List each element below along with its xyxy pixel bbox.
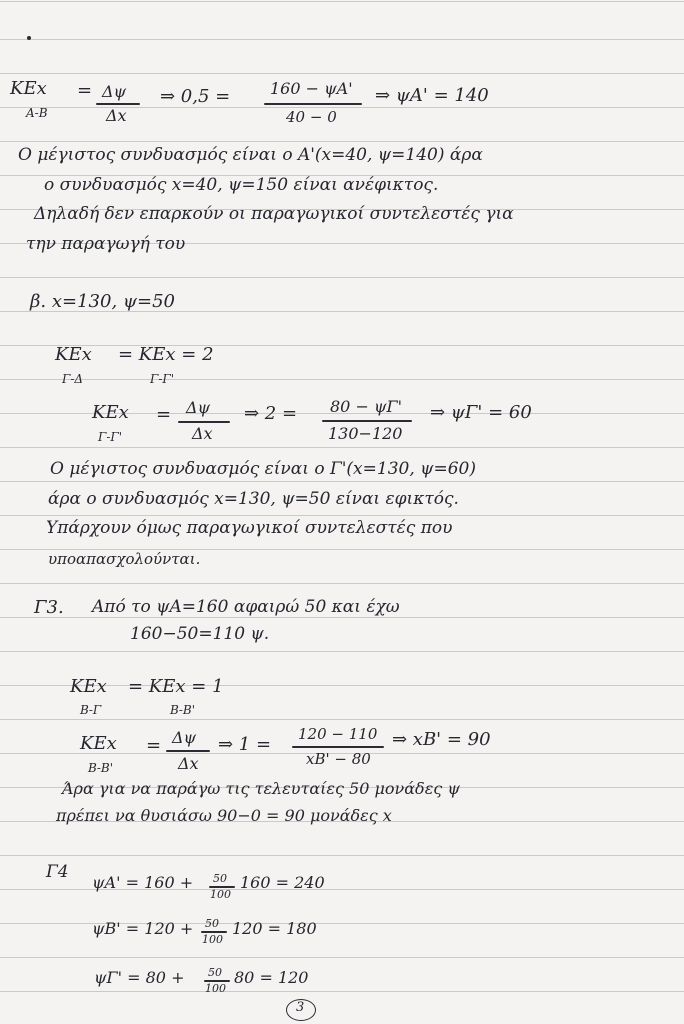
ke-label: ΚΕx [80, 733, 117, 754]
ke-subscript: Β-Β' [170, 703, 195, 717]
result-x-b: ⇒ xΒ' = 90 [392, 729, 491, 750]
fraction-numerator: Δψ [186, 398, 211, 417]
text-line: Ο μέγιστος συνδυασμός είναι ο Α'(x=40, ψ=140) άρα [18, 145, 483, 165]
formula-left: ψΒ' = 120 + [92, 919, 194, 938]
fraction2-bar [264, 103, 362, 105]
ke-subscript: Γ-Γ' [98, 430, 123, 444]
fraction-numerator: 50 [208, 966, 222, 979]
formula-left: ψΑ' = 160 + [92, 873, 194, 892]
text-line: Από το ψΑ=160 αφαιρώ 50 και έχω [92, 597, 400, 617]
ke-label: ΚΕx [55, 344, 92, 365]
fraction-denominator: 100 [210, 888, 231, 901]
formula-left: ψΓ' = 80 + [94, 968, 185, 987]
text-line: υποαπασχολούνται. [48, 550, 201, 568]
equals-sign: = [77, 80, 93, 101]
page-number: 3 [296, 1000, 305, 1015]
fraction2-numerator: 80 − ψΓ' [330, 397, 402, 416]
fraction-numerator: 50 [205, 917, 219, 930]
text-line: ο συνδυασμός x=40, ψ=150 είναι ανέφικτος. [44, 175, 439, 195]
equals-sign: = [156, 404, 172, 425]
formula-right: 120 = 180 [232, 919, 317, 938]
fraction-denominator: Δx [106, 106, 127, 125]
ke-subscript: Α-Β [26, 106, 48, 120]
fraction-denominator: 100 [202, 933, 223, 946]
fraction-numerator: Δψ [172, 728, 197, 747]
fraction-denominator: 100 [205, 982, 226, 995]
fraction2-denominator: xΒ' − 80 [306, 750, 371, 768]
section-g3-label: Γ3. [34, 597, 64, 618]
ke-equality: = ΚΕx = 2 [118, 344, 214, 365]
ke-label: ΚΕx [10, 78, 47, 99]
fraction2-denominator: 40 − 0 [286, 108, 337, 126]
formula-right: 160 = 240 [240, 873, 325, 892]
text-line: πρέπει να θυσιάσω 90−0 = 90 μονάδες x [56, 806, 392, 825]
ke-subscript: Γ-Γ' [150, 372, 175, 386]
ke-subscript: Β-Β' [88, 761, 113, 775]
fraction2-bar [322, 420, 412, 422]
text-line: Άρα για να παράγω τις τελευταίες 50 μονάδες ψ [62, 779, 460, 798]
ke-label: ΚΕx [70, 676, 107, 697]
ke-subscript: Γ-Δ [62, 372, 84, 386]
section-g4-label: Γ4 [46, 862, 69, 882]
fraction2-numerator: 160 − ψΑ' [270, 79, 353, 98]
text-line: Υπάρχουν όμως παραγωγικοί συντελεστές που [46, 518, 453, 538]
fraction-bar [96, 103, 140, 105]
fraction-numerator: 50 [213, 872, 227, 885]
text-line: 160−50=110 ψ. [130, 624, 270, 644]
text-line: την παραγωγή του [26, 234, 186, 254]
section-b-label: β. x=130, ψ=50 [30, 291, 175, 312]
implication-step: ⇒ 1 = [218, 734, 272, 755]
implication-step: ⇒ 0,5 = [160, 86, 231, 107]
fraction-bar [166, 750, 210, 752]
implication-step: ⇒ 2 = [244, 403, 298, 424]
ke-equality: = ΚΕx = 1 [128, 676, 224, 697]
equals-sign: = [146, 735, 162, 756]
ke-label: ΚΕx [92, 402, 129, 423]
formula-right: 80 = 120 [234, 968, 309, 987]
fraction2-denominator: 130−120 [328, 424, 403, 443]
fraction-bar [178, 421, 230, 423]
fraction2-bar [292, 746, 384, 748]
fraction-numerator: Δψ [102, 82, 127, 101]
result-psi-g: ⇒ ψΓ' = 60 [430, 402, 532, 423]
text-line: Ο μέγιστος συνδυασμός είναι ο Γ'(x=130, ψ=60) [50, 459, 476, 479]
fraction2-numerator: 120 − 110 [298, 725, 378, 743]
text-line: άρα ο συνδυασμός x=130, ψ=50 είναι εφικτός. [48, 489, 459, 509]
ke-subscript: Β-Γ [80, 703, 102, 717]
fraction-denominator: Δx [178, 754, 199, 773]
result-psi-a: ⇒ ψΑ' = 140 [375, 85, 489, 106]
text-line: Δηλαδή δεν επαρκούν οι παραγωγικοί συντελεστές για [34, 204, 514, 224]
fraction-denominator: Δx [192, 424, 213, 443]
ink-dot [27, 36, 31, 40]
